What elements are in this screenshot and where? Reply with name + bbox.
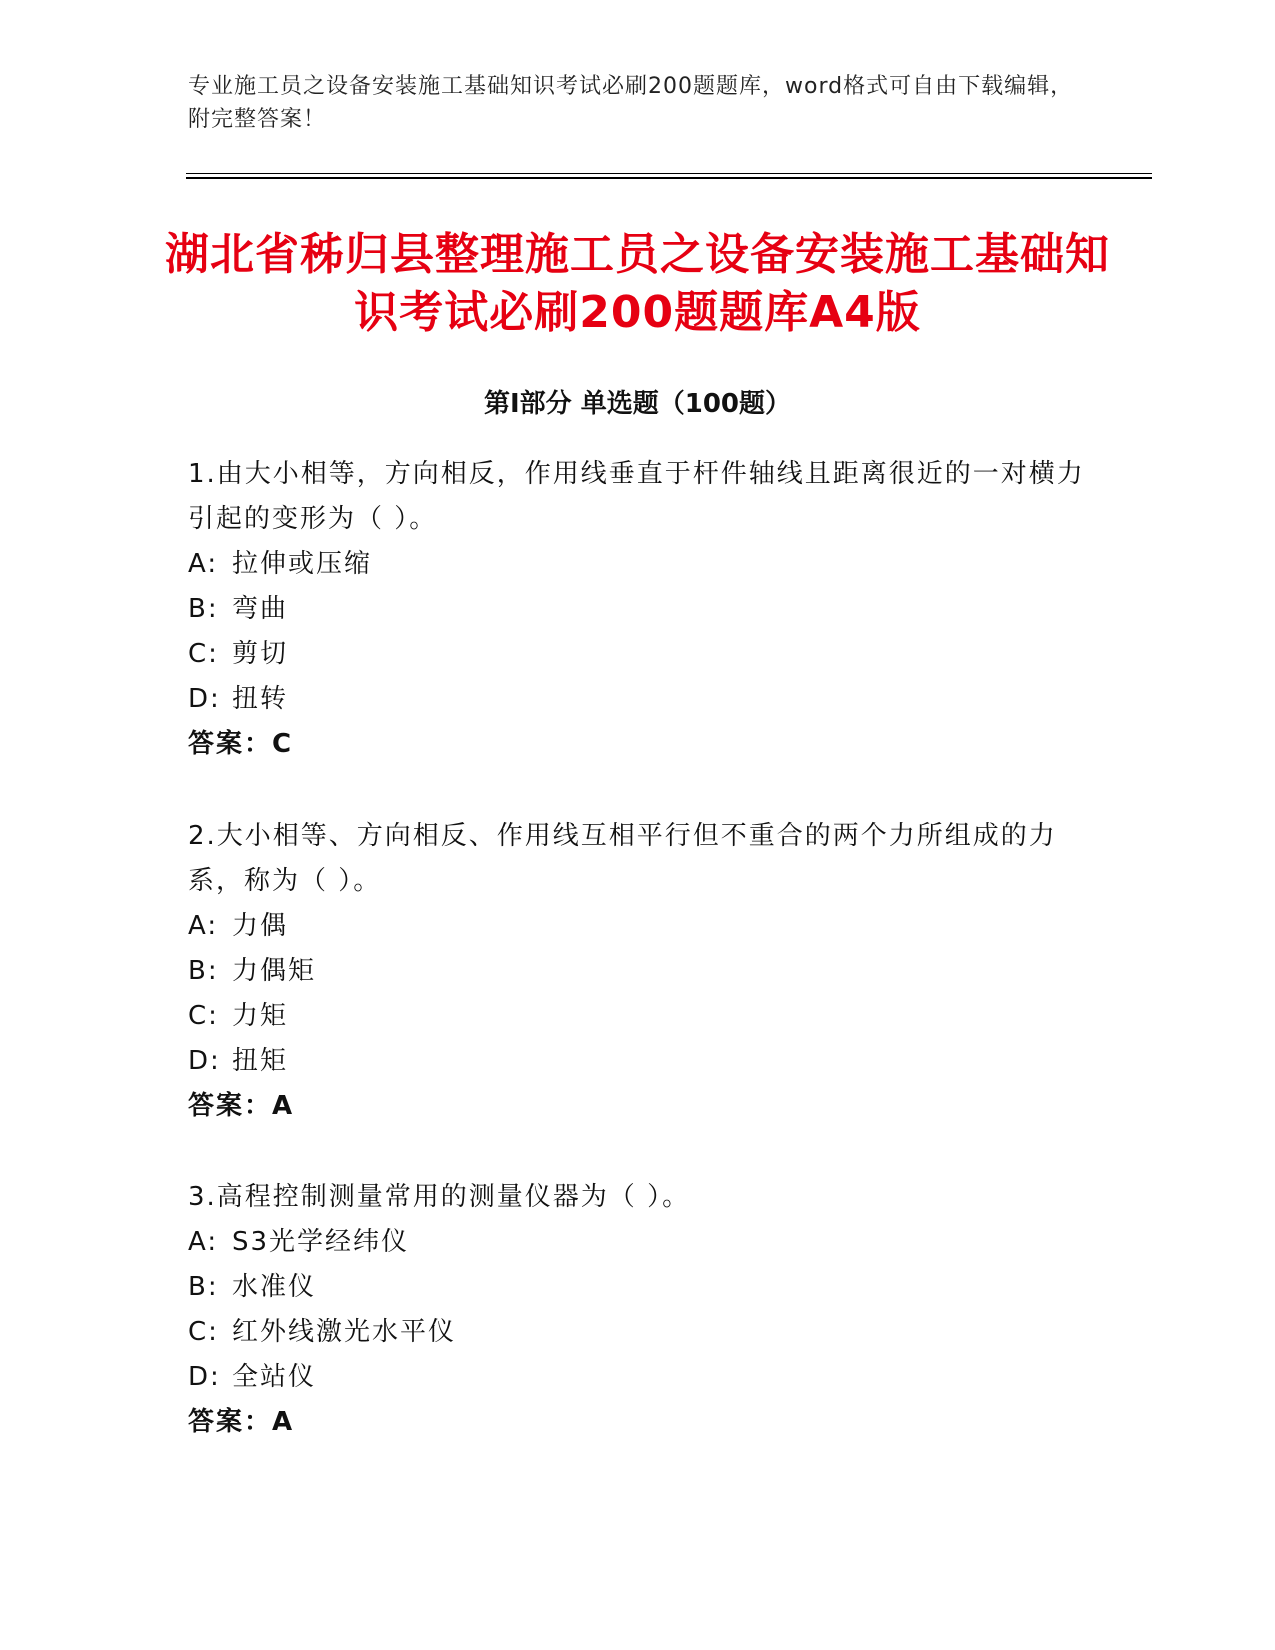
- option-text: 红外线激光水平仪: [232, 1317, 457, 1347]
- option-text: 全站仪: [232, 1362, 317, 1392]
- option-c: [188, 632, 1088, 677]
- option-letter: D:: [188, 1362, 221, 1392]
- option-c: [188, 1310, 1088, 1355]
- option-b: [188, 587, 1088, 632]
- option-text: 力偶: [232, 911, 289, 941]
- option-letter: C:: [188, 639, 219, 669]
- option-b: [188, 1265, 1088, 1310]
- option-text: 力矩: [232, 1001, 289, 1031]
- option-letter: B:: [188, 1272, 219, 1302]
- option-text: 扭转: [232, 684, 289, 714]
- option-text: 水准仪: [232, 1272, 317, 1302]
- answer-line: 答案：C: [188, 729, 294, 759]
- option-letter: C:: [188, 1001, 219, 1031]
- option-text: 拉伸或压缩: [232, 549, 373, 579]
- page-header: 专业施工员之设备安装施工基础知识考试必刷200题题库，word格式可自由下载编辑，附完整答案！: [188, 74, 1074, 132]
- option-text: S3光学经纬仪: [232, 1227, 410, 1257]
- question-block-3: [188, 1175, 1088, 1445]
- question-block-2: [188, 814, 1088, 1129]
- option-a: [188, 904, 1088, 949]
- document-title: 湖北省秭归县整理施工员之设备安装施工基础知识考试必刷200题题库A4版: [165, 229, 1110, 338]
- option-d: [188, 1039, 1088, 1084]
- option-c: [188, 994, 1088, 1039]
- question-stem: 2.大小相等、方向相反、作用线互相平行但不重合的两个力所组成的力系，称为（ ）。: [188, 821, 1057, 896]
- option-a: [188, 542, 1088, 587]
- option-letter: A:: [188, 549, 219, 579]
- option-letter: C:: [188, 1317, 219, 1347]
- option-letter: D:: [188, 1046, 221, 1076]
- question-stem: 1.由大小相等，方向相反，作用线垂直于杆件轴线且距离很近的一对横力引起的变形为（ ）。: [188, 459, 1085, 534]
- option-text: 剪切: [232, 639, 289, 669]
- option-text: 弯曲: [232, 594, 289, 624]
- option-letter: B:: [188, 956, 219, 986]
- option-letter: A:: [188, 911, 219, 941]
- question-stem: 3.高程控制测量常用的测量仪器为（ ）。: [188, 1182, 691, 1212]
- header-rule-thin: [186, 173, 1152, 174]
- option-d: [188, 1355, 1088, 1400]
- option-b: [188, 949, 1088, 994]
- option-letter: D:: [188, 684, 221, 714]
- option-a: [188, 1220, 1088, 1265]
- answer-line: 答案：A: [188, 1407, 295, 1437]
- option-text: 力偶矩: [232, 956, 317, 986]
- option-text: 扭矩: [232, 1046, 289, 1076]
- section-title: 第Ⅰ部分 单选题（100题）: [484, 389, 791, 419]
- option-letter: B:: [188, 594, 219, 624]
- answer-line: 答案：A: [188, 1091, 295, 1121]
- option-d: [188, 677, 1088, 722]
- header-rule-thick: [186, 177, 1152, 179]
- question-block-1: [188, 452, 1088, 767]
- option-letter: A:: [188, 1227, 219, 1257]
